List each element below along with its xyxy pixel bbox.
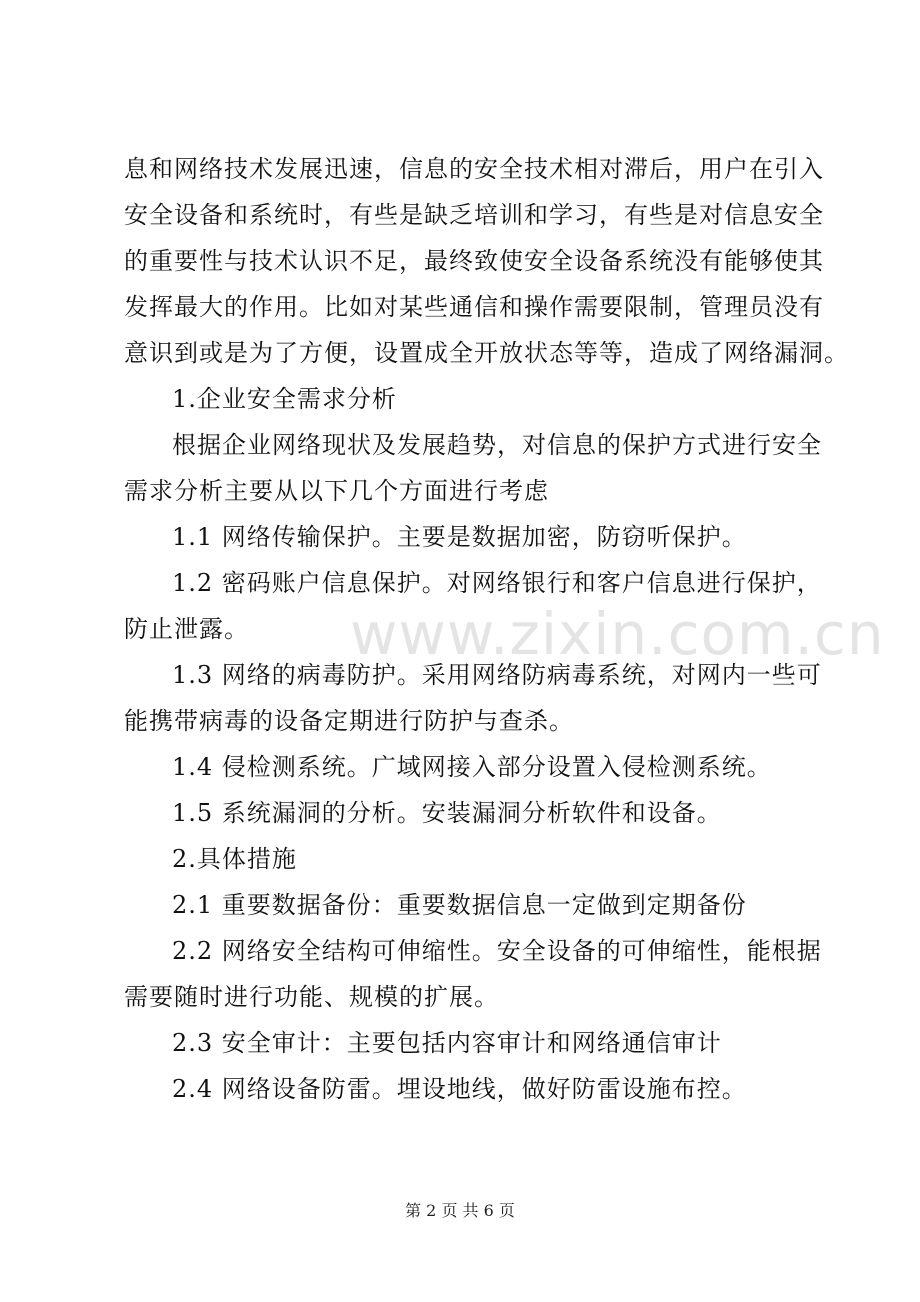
list-item: 2.4 网络设备防雷。埋设地线，做好防雷设施布控。 [172,1075,747,1103]
page-footer: 第 2 页 共 6 页 [405,1201,515,1220]
paragraph-line: 发挥最大的作用。比如对某些通信和操作需要限制，管理员没有 [124,293,824,321]
watermark: www.zixin.com.cn [350,600,885,668]
list-item: 1.4 侵检测系统。广域网接入部分设置入侵检测系统。 [172,753,772,781]
list-item-continuation: 能携带病毒的设备定期进行防护与查杀。 [124,707,574,735]
paragraph-line: 根据企业网络现状及发展趋势，对信息的保护方式进行安全 [172,431,822,459]
list-item: 1.5 系统漏洞的分析。安装漏洞分析软件和设备。 [172,799,722,827]
paragraph-line: 需求分析主要从以下几个方面进行考虑 [124,477,549,505]
paragraph-line: 的重要性与技术认识不足，最终致使安全设备系统没有能够使其 [124,247,824,275]
list-item: 1.2 密码账户信息保护。对网络银行和客户信息进行保护， [172,569,822,597]
section-heading: 1.企业安全需求分析 [172,385,397,413]
body-text [124,146,849,1112]
list-item: 2.1 重要数据备份：重要数据信息一定做到定期备份 [172,891,747,919]
section-heading: 2.具体措施 [172,845,297,873]
paragraph-line: 安全设备和系统时，有些是缺乏培训和学习，有些是对信息安全 [124,201,824,229]
list-item: 1.3 网络的病毒防护。采用网络防病毒系统，对网内一些可 [172,661,822,689]
paragraph-line: 意识到或是为了方便，设置成全开放状态等等，造成了网络漏洞。 [124,339,849,367]
list-item-continuation: 需要随时进行功能、规模的扩展。 [124,983,499,1011]
list-item: 2.2 网络安全结构可伸缩性。安全设备的可伸缩性，能根据 [172,937,822,965]
list-item: 1.1 网络传输保护。主要是数据加密，防窃听保护。 [172,523,747,551]
list-item: 2.3 安全审计：主要包括内容审计和网络通信审计 [172,1029,722,1057]
paragraph-line: 息和网络技术发展迅速，信息的安全技术相对滞后，用户在引入 [124,155,824,183]
list-item-continuation: 防止泄露。 [124,615,249,643]
